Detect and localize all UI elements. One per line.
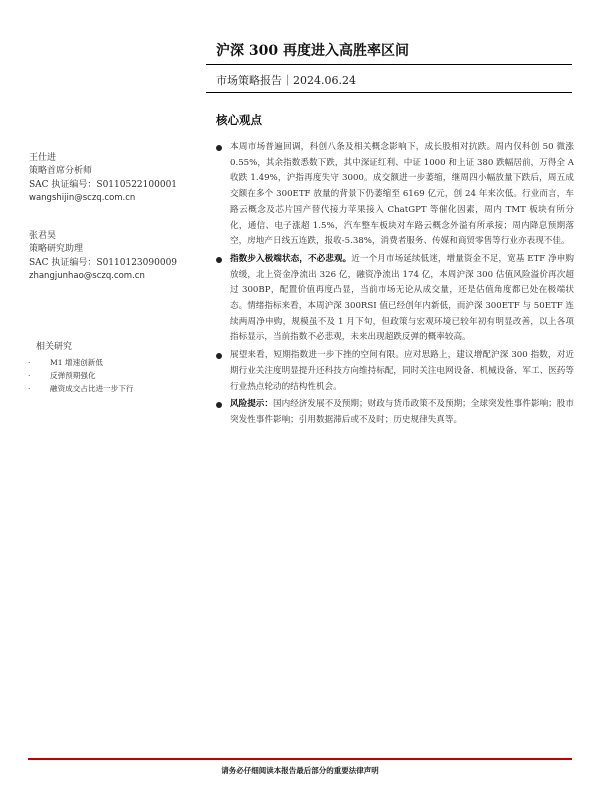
key-point-lead: 指数步入极端状态，不必悲观。 xyxy=(230,253,352,264)
key-points-list xyxy=(216,140,574,431)
analyst-license: SAC 执证编号：S0110123090009 xyxy=(29,257,178,268)
subtitle-divider xyxy=(206,92,572,93)
key-point xyxy=(216,140,574,250)
related-research-item[interactable] xyxy=(28,382,134,395)
bullet-icon xyxy=(216,145,222,151)
key-point-lead: 风险提示： xyxy=(230,399,273,410)
analyst-role: 策略首席分析师 xyxy=(29,166,93,177)
related-research-item[interactable] xyxy=(28,369,134,382)
related-research-label: 融资成交占比进一步下行 xyxy=(50,384,134,394)
analyst-name: 王仕进 xyxy=(29,153,57,163)
bullet-icon xyxy=(216,402,222,408)
related-research-item[interactable] xyxy=(28,356,134,369)
report-subtitle: 市场策略报告｜2024.06.24 xyxy=(216,74,356,87)
key-point xyxy=(216,397,574,428)
related-research-label: M1 增速创新低 xyxy=(50,358,103,367)
key-point-text: 国内经济发展不及预期；财政与货币政策不及预期；全球突发性事件影响；股市突发性事件影响；引用数据滞后或不及时；历史规律失真等。 xyxy=(230,399,574,425)
bullet-icon: · xyxy=(28,371,31,381)
footer-divider xyxy=(28,758,572,760)
key-point xyxy=(216,252,574,346)
analyst-email[interactable]: zhangjunhao@sczq.com.cn xyxy=(29,270,145,281)
analyst-name: 张君昊 xyxy=(29,231,57,241)
related-research-list xyxy=(28,356,134,396)
bullet-icon: · xyxy=(28,384,31,394)
analyst-card xyxy=(29,152,194,205)
analyst-role: 策略研究助理 xyxy=(29,244,84,255)
analyst-email[interactable]: wangshijin@sczq.com.cn xyxy=(29,192,136,203)
title-divider xyxy=(206,64,572,65)
key-point-text: 展望来看，短期指数进一步下挫的空间有限。应对思路上，建议增配沪深 300 指数，对近期行业关注度明显提升还科技方向维持标配，同时关注电网设备、机械设备、军工、医药等行业热点轮动的结构性机会。 xyxy=(230,350,574,392)
analyst-card xyxy=(29,230,194,283)
bullet-icon xyxy=(216,257,222,263)
key-point xyxy=(216,348,574,395)
report-title: 沪深 300 再度进入高胜率区间 xyxy=(216,43,409,59)
bullet-icon: · xyxy=(28,358,31,367)
key-point-text: 本周市场普遍回调，科创八条及相关概念影响下，成长股相对抗跌。周内仅科创 50 微涨 0.55%，其余指数悉数下跌，其中深证红利、中证 1000 和上证 380 跌幅居前，万得全 A 收跌 1.49%，沪指再度失守 3000。成交额进一步萎缩，继周四小幅放量下跌后，周五成交额在多个 300ETF 放量的背景下仍萎缩至 6169 亿元，创 24 年来次低。行业而言，车路云概念及芯片国产替代接力苹果接入 ChatGPT 等催化因素，周内 TMT 板块有所分化，通信、电子涨超 1.5%，汽车整车板块对车路云概念外溢有所承接；周内降息预期落空，房地产日线五连跌，报收-5.38%，消费者服务、传媒和商贸零售等行业亦表现不佳。 xyxy=(230,142,574,247)
key-point-text: 近一个月市场延续低迷，增量资金不足，宽基 ETF 净申购放缓，北上资金净流出 326 亿，融资净流出 174 亿，本周沪深 300 估值风险溢价再次超过 300BP，配置价值再度凸显，当前市场无论从成交量，还是估值角度都已处在极端状态。情绪指标来看，本周沪深 300RSI 值已经创年内新低，而沪深 300ETF 与 50ETF 连续两周净申购，规模虽不及 1 月下旬，但政策与宏观环境已较年初有明显改善，以上各项指标显示，当前指数不必悲观，未来出现超跌反弹的概率较高。 xyxy=(230,253,574,343)
related-research-label: 反弹预期强化 xyxy=(50,371,96,381)
section-heading: 核心观点 xyxy=(216,113,262,127)
related-research-title: 相关研究 xyxy=(36,342,73,352)
legal-disclaimer: 请务必仔细阅读本报告最后部分的重要法律声明 xyxy=(221,766,379,775)
bullet-icon xyxy=(216,353,222,359)
analyst-license: SAC 执证编号：S0110522100001 xyxy=(29,179,178,190)
